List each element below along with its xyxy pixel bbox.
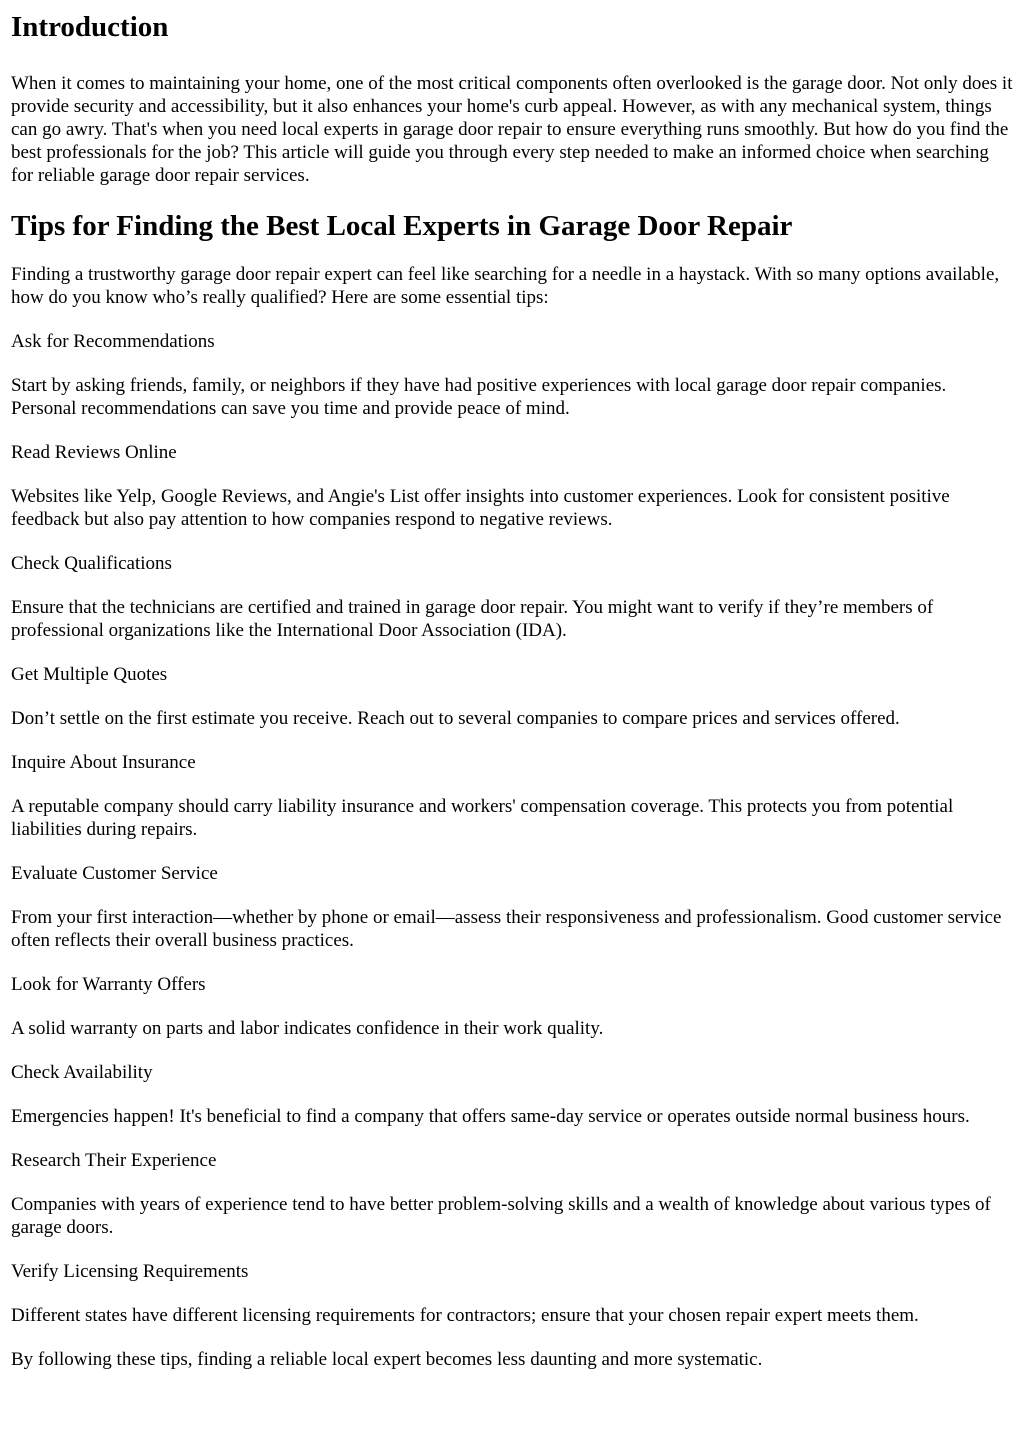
tip-title-customer-service: Evaluate Customer Service [11, 863, 218, 884]
tip-text-quotes: Don’t settle on the first estimate you receive. Reach out to several companies to compare prices and services offered. [11, 708, 900, 729]
tip-title-qualifications: Check Qualifications [11, 553, 172, 574]
closing-paragraph: By following these tips, finding a reliable local expert becomes less daunting and more systematic. [11, 1349, 763, 1370]
tip-title-insurance: Inquire About Insurance [11, 752, 196, 773]
tips-lead-paragraph: Finding a trustworthy garage door repair expert can feel like searching for a needle in a haystack. With so many options available, how do you know who’s really qualified? Here are some essential tips: [11, 264, 1000, 308]
tips-heading: Tips for Finding the Best Local Experts in Garage Door Repair [11, 210, 793, 242]
tip-text-customer-service: From your first interaction—whether by phone or email—assess their responsiveness and professionalism. Good customer service often reflects their overall business practices. [11, 907, 1002, 951]
tip-title-licensing: Verify Licensing Requirements [11, 1261, 249, 1282]
tip-text-experience: Companies with years of experience tend to have better problem-solving skills and a wealth of knowledge about various types of garage doors. [11, 1194, 991, 1238]
introduction-paragraph: When it comes to maintaining your home, one of the most critical components often overlooked is the garage door. Not only does it provide security and accessibility, but it also enhances your home's curb appeal. However, as with any mechanical system, things can go awry. That's when you need local experts in garage door repair to ensure everything runs smoothly. But how do you find the best professionals for the job? This article will guide you through every step needed to make an informed choice when searching for reliable garage door repair services. [11, 73, 1013, 186]
tip-text-insurance: A reputable company should carry liability insurance and workers' compensation coverage. This protects you from potential liabilities during repairs. [11, 796, 954, 840]
tip-text-qualifications: Ensure that the technicians are certified and trained in garage door repair. You might want to verify if they’re members of professional organizations like the International Door Association (IDA). [11, 597, 934, 641]
tip-text-availability: Emergencies happen! It's beneficial to find a company that offers same-day service or operates outside normal business hours. [11, 1106, 970, 1127]
introduction-heading: Introduction [11, 11, 169, 43]
tip-title-experience: Research Their Experience [11, 1150, 217, 1171]
tip-text-warranty: A solid warranty on parts and labor indicates confidence in their work quality. [11, 1018, 604, 1039]
tip-title-reviews: Read Reviews Online [11, 442, 177, 463]
tip-title-recommendations: Ask for Recommendations [11, 331, 215, 352]
tip-title-quotes: Get Multiple Quotes [11, 664, 168, 685]
tip-text-recommendations: Start by asking friends, family, or neighbors if they have had positive experiences with local garage door repair companies. Personal recommendations can save you time and provide peace of mind. [11, 375, 947, 419]
tip-text-licensing: Different states have different licensing requirements for contractors; ensure that your chosen repair expert meets them. [11, 1305, 919, 1326]
tip-title-availability: Check Availability [11, 1062, 153, 1083]
tip-title-warranty: Look for Warranty Offers [11, 974, 206, 995]
tip-text-reviews: Websites like Yelp, Google Reviews, and Angie's List offer insights into customer experiences. Look for consistent positive feedback but also pay attention to how companies respond to negative reviews. [11, 486, 950, 530]
